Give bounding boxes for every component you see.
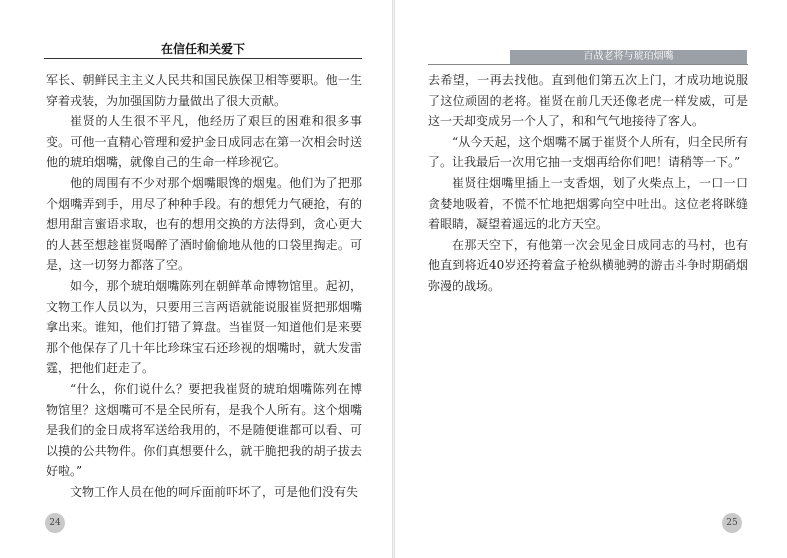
paragraph: 崔贤的人生很不平凡，他经历了艰巨的困难和很多事变。可他一直精心管理和爱护金日成同志在第一次相会时送他的琥珀烟嘴，就像自己的生命一样珍视它。 xyxy=(46,114,362,170)
paragraph: 去希望，一再去找他。直到他们第五次上门，才成功地说服了这位顽固的老将。崔贤在前几天还像老虎一样发威，可是这一天却变成另一个人了，和和气气地接待了客人。 xyxy=(428,73,748,129)
right-header-rule xyxy=(428,64,748,65)
paragraph: 军长、朝鲜民主主义人民共和国民族保卫相等要职。他一生穿着戎装，为加强国防力量做出了很大贡献。 xyxy=(46,73,362,108)
paragraph: 他的周围有不少对那个烟嘴眼馋的烟鬼。他们为了把那个烟嘴弄到手，用尽了种种手段。有的想凭力气硬抢，有的想用甜言蜜语求取，也有的想用交换的方法得到，贪心更大的人甚至想趁崔贤喝醉了酒时偷偷地从他的口袋里掏走。可是，这一切努力都落了空。 xyxy=(46,175,362,273)
paragraph: 在那天空下，有他第一次会见金日成同志的马村，也有他直到将近40岁还挎着盒子枪纵横驰骋的游击斗争时期硝烟弥漫的战场。 xyxy=(428,237,748,293)
paragraph: 崔贤往烟嘴里插上一支香烟，划了火柴点上，一口一口贪婪地吸着，不慌不忙地把烟雾向空中吐出。这位老将眯缝着眼睛，凝望着遥远的北方天空。 xyxy=(428,175,748,232)
left-body-text xyxy=(46,70,362,502)
paragraph: “什么，你们说什么？要把我崔贤的琥珀烟嘴陈列在博物馆里？这烟嘴可不是全民所有，是我个人所有。这个烟嘴是我们的金日成将军送给我用的，不是随便谁都可以看、可以摸的公共物件。你们真想要什么，就干脆把我的胡子拔去好啦。” xyxy=(46,381,362,479)
right-page-number: 25 xyxy=(722,513,742,533)
left-running-head: 在信任和关爱下 xyxy=(160,42,245,56)
paragraph: 如今，那个琥珀烟嘴陈列在朝鲜革命博物馆里。起初，文物工作人员以为，只要用三言两语就能说服崔贤把那烟嘴拿出来。谁知，他们打错了算盘。当崔贤一知道他们是来要那个他保存了几十年比珍珠宝石还珍视的烟嘴时，就大发雷霆，把他们赶走了。 xyxy=(46,278,362,376)
right-body-text xyxy=(428,70,748,297)
right-running-head: 百战老将与琥珀烟嘴 xyxy=(510,50,747,64)
paragraph: “从今天起，这个烟嘴不属于崔贤个人所有，归全民所有了。让我最后一次用它抽一支烟再给你们吧！请稍等一下。” xyxy=(428,134,748,170)
left-page-number: 24 xyxy=(45,513,65,533)
paragraph: 文物工作人员在他的呵斥面前吓坏了，可是他们没有失 xyxy=(70,484,359,499)
left-header-rule xyxy=(44,58,362,59)
